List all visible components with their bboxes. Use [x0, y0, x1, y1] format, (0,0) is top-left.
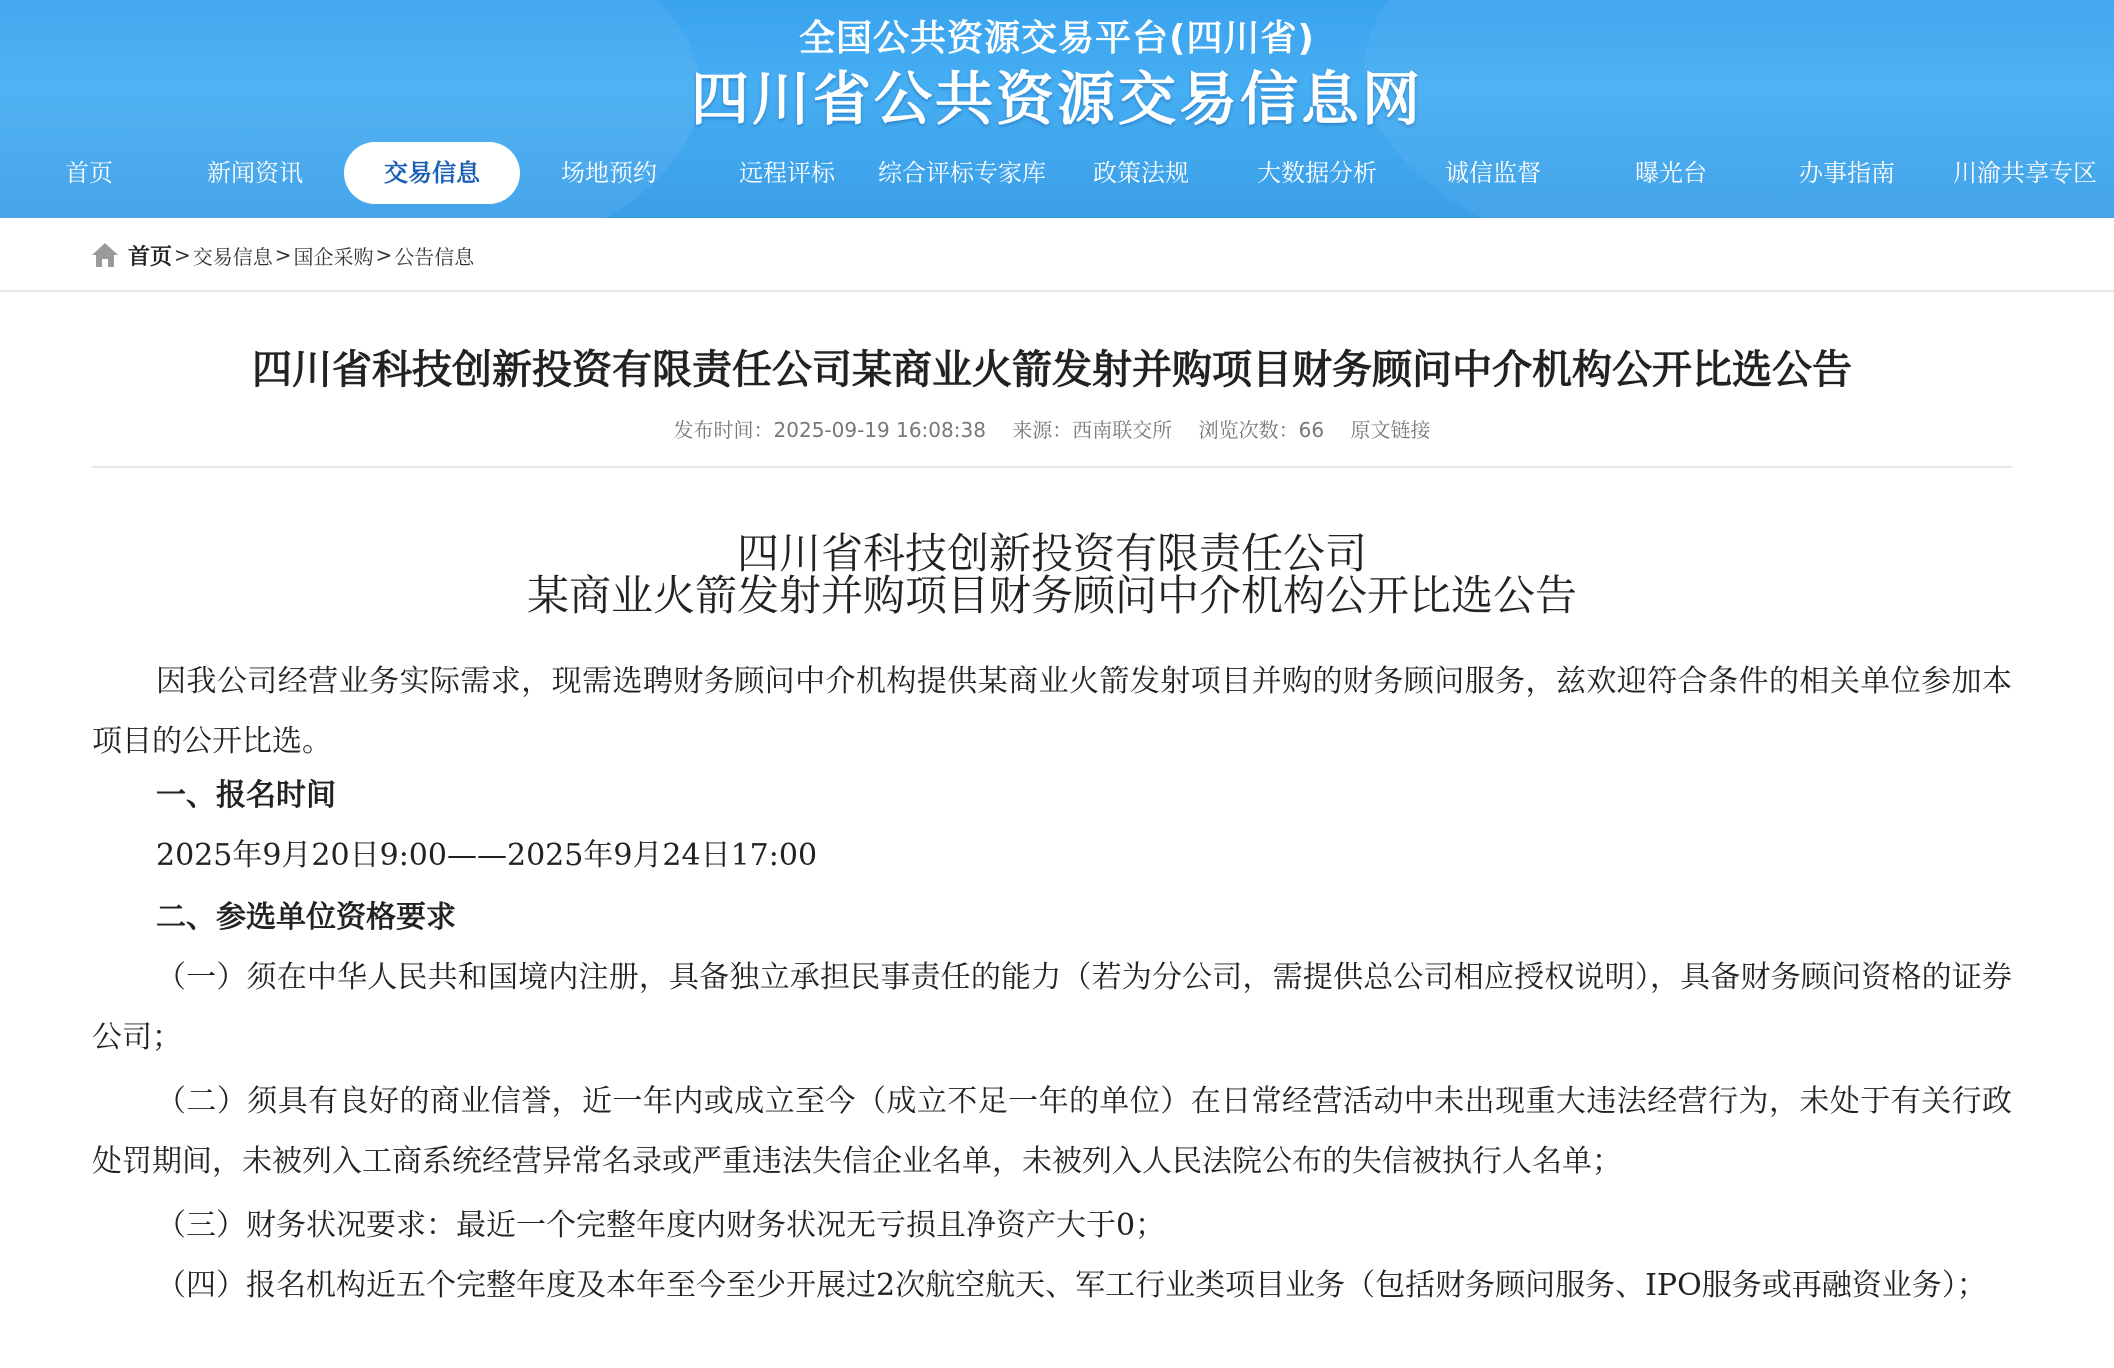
site-header: [0, 0, 2114, 218]
source-label: 来源：西南联交所: [1012, 418, 1173, 442]
registration-time: 2025年9月20日9:00——2025年9月24日17:00: [156, 838, 818, 873]
breadcrumb-bar: [0, 218, 2114, 292]
nav-item-news[interactable]: 新闻资讯: [207, 159, 303, 187]
original-link[interactable]: 原文链接: [1350, 418, 1431, 442]
nav-item-expert-pool[interactable]: 综合评标专家库: [878, 159, 1046, 187]
intro-paragraph: 因我公司经营业务实际需求，现需选聘财务顾问中介机构提供某商业火箭发射项目并购的财务顾问服务，兹欢迎符合条件的相关单位参加本项目的公开比选。: [92, 664, 2012, 759]
document-title-line2: 某商业火箭发射并购项目财务顾问中介机构公开比选公告: [526, 571, 1577, 620]
breadcrumb-separator: >: [174, 243, 191, 267]
requirement-1: （一）须在中华人民共和国境内注册，具备独立承担民事责任的能力（若为分公司，需提供总公司相应授权说明），具备财务顾问资格的证券公司；: [92, 960, 2012, 1055]
breadcrumb-separator: >: [375, 243, 393, 267]
publish-time: 发布时间：2025-09-19 16:08:38: [673, 418, 986, 442]
nav-item-policies[interactable]: 政策法规: [1093, 159, 1189, 187]
nav-item-credit-supervision[interactable]: 诚信监督: [1445, 159, 1541, 187]
nav-item-home[interactable]: 首页: [65, 159, 113, 187]
nav-item-exposure[interactable]: 曝光台: [1635, 159, 1707, 187]
section-heading-qualifications: 二、参选单位资格要求: [156, 900, 456, 935]
document-title-line1: 四川省科技创新投资有限责任公司: [736, 529, 1367, 578]
breadcrumb-home[interactable]: 首页: [128, 244, 173, 270]
nav-item-venue-booking[interactable]: 场地预约: [561, 159, 657, 187]
divider: [92, 466, 2012, 468]
requirement-3: （三）财务状况要求：最近一个完整年度内财务状况无亏损且净资产大于0；: [156, 1208, 1166, 1243]
notice-content: [92, 292, 2012, 1368]
requirement-4: （四）报名机构近五个完整年度及本年至今至少开展过2次航空航天、军工行业类项目业务（包括财务顾问服务、IPO服务或再融资业务）；: [156, 1268, 1987, 1303]
breadcrumb: [90, 240, 474, 270]
notice-meta: [92, 414, 2012, 443]
breadcrumb-announcements[interactable]: 公告信息: [394, 244, 475, 269]
platform-name: 全国公共资源交易平台(四川省): [799, 18, 1315, 59]
breadcrumb-soe-procurement[interactable]: 国企采购: [293, 244, 374, 269]
home-icon[interactable]: [90, 241, 120, 269]
page-title: 四川省科技创新投资有限责任公司某商业火箭发射并购项目财务顾问中介机构公开比选公告: [252, 347, 1852, 393]
main-nav: [0, 142, 2114, 204]
site-title[interactable]: 四川省公共资源交易信息网: [690, 65, 1423, 133]
nav-item-chuanyu-zone[interactable]: 川渝共享专区: [1953, 159, 2097, 187]
requirement-2: （二）须具有良好的商业信誉，近一年内或成立至今（成立不足一年的单位）在日常经营活动中未出现重大违法经营行为，未处于有关行政处罚期间，未被列入工商系统经营异常名录或严重违法失信企业名单，未被列入人民法院公布的失信被执行人名单；: [92, 1084, 2012, 1179]
nav-item-trading-info[interactable]: 交易信息: [344, 142, 520, 204]
nav-item-remote-bid-evaluation[interactable]: 远程评标: [739, 159, 835, 187]
view-count: 浏览次数：66: [1198, 418, 1325, 442]
section-heading-registration: 一、报名时间: [156, 778, 336, 813]
nav-item-big-data[interactable]: 大数据分析: [1257, 159, 1377, 187]
breadcrumb-trading-info[interactable]: 交易信息: [192, 244, 273, 269]
breadcrumb-separator: >: [274, 243, 292, 267]
nav-item-service-guide[interactable]: 办事指南: [1799, 159, 1895, 187]
